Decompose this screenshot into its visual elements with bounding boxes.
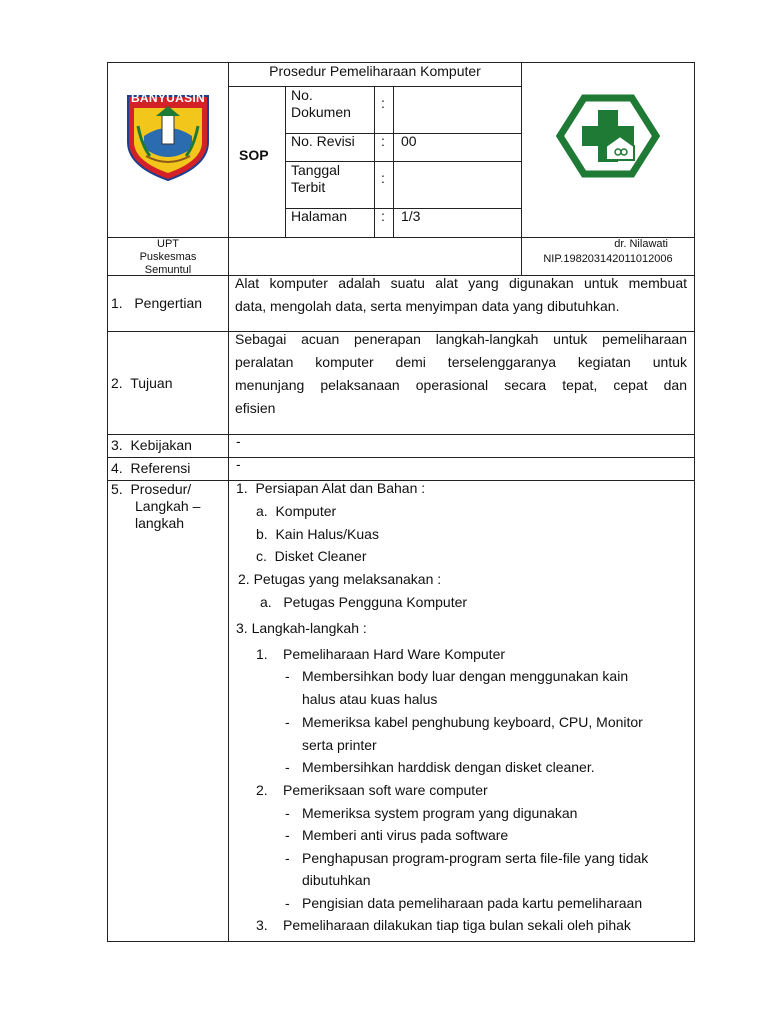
list-bullet: -	[285, 668, 290, 684]
list-item: dibutuhkan	[302, 872, 371, 888]
field-sep-no-revisi: :	[381, 133, 385, 149]
field-label-no-revisi: No. Revisi	[291, 133, 355, 149]
section-label-pengertian: 1. Pengertian	[111, 295, 203, 311]
section-body-tujuan: Sebagai acuan penerapan langkah-langkah untuk pemeliharaan peralatan komputer demi terselenggaranya kegiatan untuk menunjang pelaksanaan operasional secara tepat, cepat dan efisien	[235, 331, 687, 416]
section-label-prosedur: 5. Prosedur/ Langkah – langkah	[111, 481, 201, 531]
field-sep-no-dokumen: :	[381, 95, 385, 111]
field-label-no-dokumen: No. Dokumen	[291, 87, 351, 120]
list-number: 2.	[256, 782, 268, 798]
signer-block	[522, 238, 694, 266]
list-item: Memeriksa kabel penghubung keyboard, CPU, Monitor	[302, 714, 643, 730]
list-item: Pengisian data pemeliharaan pada kartu pemeliharaan	[302, 895, 643, 911]
list-number: 1.	[256, 646, 268, 662]
org-name: UPT Puskesmas Semuntul	[139, 238, 197, 276]
list-item: Memeriksa system program yang digunakan	[302, 805, 578, 821]
list-item: Pemeriksaan soft ware computer	[283, 782, 488, 798]
banyuasin-logo	[120, 86, 216, 182]
logo-caption: BANYUASIN	[130, 91, 206, 105]
section-label-tujuan: 2. Tujuan	[111, 375, 173, 391]
list-number: 3.	[256, 917, 268, 933]
document-title: Prosedur Pemeliharaan Komputer	[269, 63, 481, 79]
list-item: Membersihkan harddisk dengan disket cleaner.	[302, 759, 595, 775]
list-item: halus atau kuas halus	[302, 691, 438, 707]
signer-nip: NIP.198203142011012006	[543, 253, 673, 265]
list-item: Pemeliharaan Hard Ware Komputer	[283, 646, 506, 662]
signer-name: dr. Nilawati	[614, 238, 668, 250]
list-item: Penghapusan program-program serta file-file yang tidak	[302, 850, 649, 866]
sop-label: SOP	[239, 147, 269, 163]
section-label-kebijakan: 3. Kebijakan	[111, 437, 192, 453]
field-label-halaman: Halaman	[291, 208, 348, 224]
list-bullet: -	[285, 827, 290, 843]
list-bullet: -	[285, 895, 290, 911]
section-body-pengertian: Alat komputer adalah suatu alat yang digunakan untuk membuat data, mengolah data, serta menyimpan data yang dibutuhkan.	[235, 275, 687, 314]
field-sep-tanggal-terbit: :	[381, 170, 385, 186]
section-value-kebijakan: -	[236, 433, 241, 449]
list-item: Membersihkan body luar dengan menggunakan kain	[302, 668, 629, 684]
list-item: b. Kain Halus/Kuas	[256, 526, 379, 542]
list-bullet: -	[285, 759, 290, 775]
field-label-tanggal-terbit: Tanggal Terbit	[291, 162, 341, 195]
list-item: serta printer	[302, 737, 377, 753]
section-value-referensi: -	[236, 456, 241, 472]
list-bullet: -	[285, 850, 290, 866]
list-item: a. Komputer	[256, 503, 337, 519]
list-item: 3. Langkah-langkah :	[236, 620, 367, 636]
list-item: Memberi anti virus pada software	[302, 827, 509, 843]
field-sep-halaman: :	[381, 208, 385, 224]
list-bullet: -	[285, 714, 290, 730]
list-item: c. Disket Cleaner	[256, 548, 367, 564]
field-value-halaman: 1/3	[401, 208, 421, 224]
list-item: 2. Petugas yang melaksanakan :	[238, 571, 442, 587]
puskesmas-logo	[556, 90, 660, 182]
list-item: Pemeliharaan dilakukan tiap tiga bulan sekali oleh pihak	[283, 917, 631, 933]
list-item: a. Petugas Pengguna Komputer	[260, 594, 468, 610]
field-value-no-revisi: 00	[401, 133, 417, 149]
list-bullet: -	[285, 805, 290, 821]
list-item: 1. Persiapan Alat dan Bahan :	[236, 480, 426, 496]
section-label-referensi: 4. Referensi	[111, 460, 191, 476]
